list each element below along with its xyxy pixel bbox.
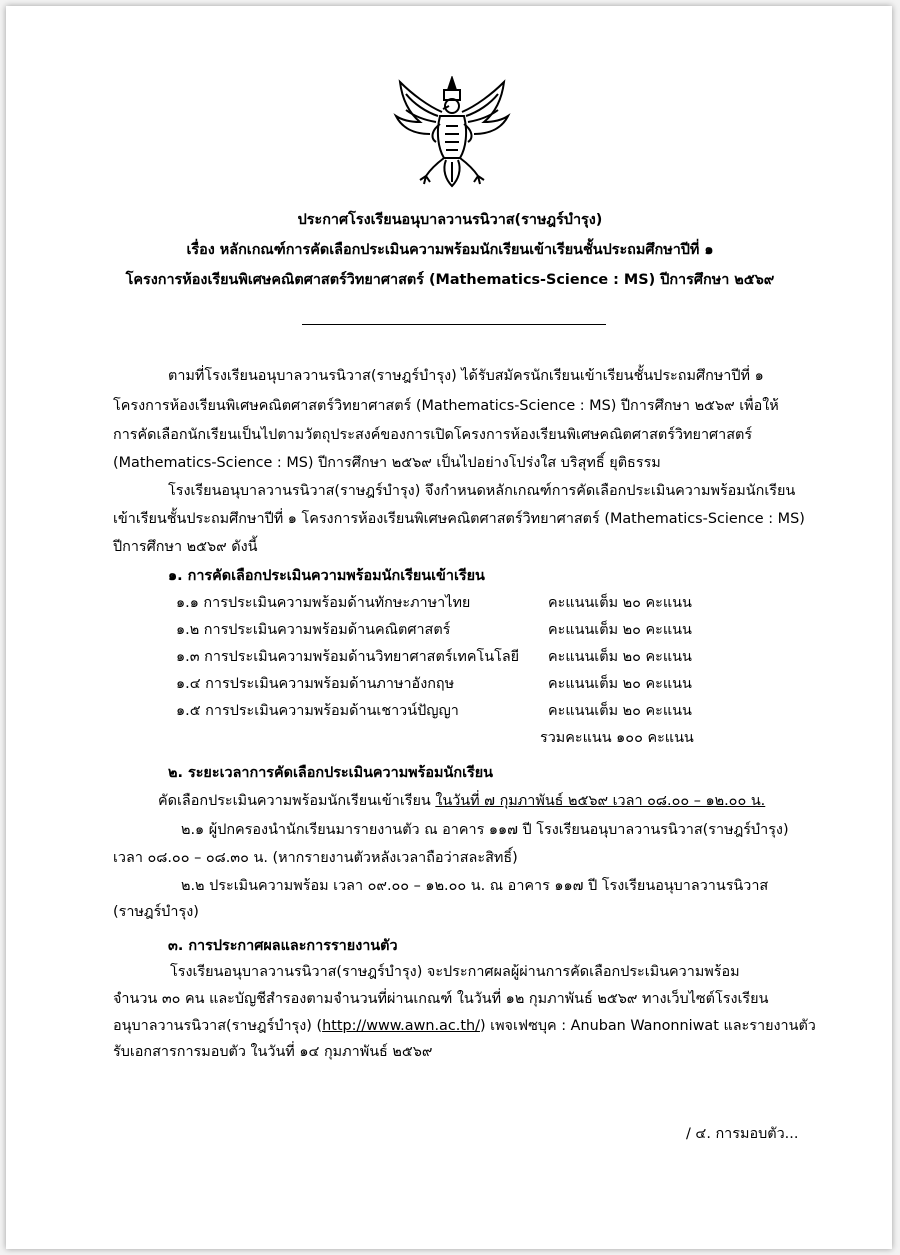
section2-heading: ๒. ระยะเวลาการคัดเลือกประเมินความพร้อมนักเรียน: [168, 765, 493, 781]
criteria-label: ๑.๑ การประเมินความพร้อมด้านทักษะภาษาไทย: [176, 595, 471, 611]
criteria-score: คะแนนเต็ม ๒๐ คะแนน: [548, 649, 692, 665]
criteria-score: คะแนนเต็ม ๒๐ คะแนน: [548, 703, 692, 719]
criteria-score: คะแนนเต็ม ๒๐ คะแนน: [548, 622, 692, 638]
intro-line: โรงเรียนอนุบาลวานรนิวาส(ราษฎร์บำรุง) จึงกำหนดหลักเกณฑ์การคัดเลือกประเมินความพร้อมนักเรียน: [168, 483, 796, 499]
result-line: [113, 1016, 816, 1036]
schedule-item: (ราษฎร์บำรุง): [113, 904, 199, 920]
criteria-label: ๑.๓ การประเมินความพร้อมด้านวิทยาศาสตร์เทคโนโลยี: [176, 649, 520, 665]
criteria-total: รวมคะแนน ๑๐๐ คะแนน: [540, 730, 694, 746]
result-line: โรงเรียนอนุบาลวานรนิวาส(ราษฎร์บำรุง) จะประกาศผลผู้ผ่านการคัดเลือกประเมินความพร้อม: [170, 964, 740, 980]
criteria-score: คะแนนเต็ม ๒๐ คะแนน: [548, 676, 692, 692]
intro-line: (Mathematics-Science : MS) ปีการศึกษา ๒๕๖๙ เป็นไปอย่างโปร่งใส บริสุทธิ์ ยุติธรรม: [113, 455, 661, 471]
title-divider: [302, 324, 606, 325]
intro-line: การคัดเลือกนักเรียนเป็นไปตามวัตถุประสงค์ของการเปิดโครงการห้องเรียนพิเศษคณิตศาสตร์วิทยาศาสตร์: [113, 427, 753, 443]
criteria-label: ๑.๒ การประเมินความพร้อมด้านคณิตศาสตร์: [176, 622, 451, 638]
criteria-label: ๑.๕ การประเมินความพร้อมด้านเชาวน์ปัญญา: [176, 703, 459, 719]
result-text: ) เพจเฟซบุค : Anuban Wanonniwat และรายงานตัว: [479, 1018, 816, 1034]
school-website-link[interactable]: http://www.awn.ac.th/: [322, 1018, 480, 1034]
announcement-project: โครงการห้องเรียนพิเศษคณิตศาสตร์วิทยาศาสตร์ (Mathematics-Science : MS) ปีการศึกษา ๒๕๖๙: [125, 272, 775, 288]
intro-line: เข้าเรียนชั้นประถมศึกษาปีที่ ๑ โครงการห้องเรียนพิเศษคณิตศาสตร์วิทยาศาสตร์ (Mathematics-Science : MS): [113, 511, 805, 527]
garuda-emblem-icon: [392, 76, 512, 188]
schedule-text: คัดเลือกประเมินความพร้อมนักเรียนเข้าเรียน: [158, 793, 436, 809]
intro-line: ปีการศึกษา ๒๕๖๙ ดังนี้: [113, 539, 258, 555]
schedule-line: [158, 791, 765, 811]
next-page-marker: / ๔. การมอบตัว...: [686, 1126, 799, 1142]
criteria-label: ๑.๔ การประเมินความพร้อมด้านภาษาอังกฤษ: [176, 676, 455, 692]
criteria-score: คะแนนเต็ม ๒๐ คะแนน: [548, 595, 692, 611]
intro-line: โครงการห้องเรียนพิเศษคณิตศาสตร์วิทยาศาสตร์ (Mathematics-Science : MS) ปีการศึกษา ๒๕๖๙ เพื่อให้: [113, 398, 779, 414]
announcement-title: ประกาศโรงเรียนอนุบาลวานรนิวาส(ราษฎร์บำรุง): [297, 212, 603, 228]
result-line: รับเอกสารการมอบตัว ในวันที่ ๑๔ กุมภาพันธ์ ๒๕๖๙: [113, 1044, 433, 1060]
section1-heading: ๑. การคัดเลือกประเมินความพร้อมนักเรียนเข้าเรียน: [168, 568, 485, 584]
schedule-item: ๒.๒ ประเมินความพร้อม เวลา ๐๙.๐๐ – ๑๒.๐๐ น. ณ อาคาร ๑๑๗ ปี โรงเรียนอนุบาลวานรนิวาส: [181, 878, 769, 894]
announcement-subject: เรื่อง หลักเกณฑ์การคัดเลือกประเมินความพร้อมนักเรียนเข้าเรียนชั้นประถมศึกษาปีที่ ๑: [186, 242, 714, 258]
schedule-item: ๒.๑ ผู้ปกครองนำนักเรียนมารายงานตัว ณ อาคาร ๑๑๗ ปี โรงเรียนอนุบาลวานรนิวาส(ราษฎร์บำรุง): [181, 822, 789, 838]
schedule-date: ในวันที่ ๗ กุมภาพันธ์ ๒๕๖๙ เวลา ๐๘.๐๐ – ๑๒.๐๐ น.: [435, 793, 766, 809]
intro-line: ตามที่โรงเรียนอนุบาลวานรนิวาส(ราษฎร์บำรุง) ได้รับสมัครนักเรียนเข้าเรียนชั้นประถมศึกษาปีที่ ๑: [168, 368, 764, 384]
section3-heading: ๓. การประกาศผลและการรายงานตัว: [168, 938, 398, 954]
schedule-item: เวลา ๐๘.๐๐ – ๐๘.๓๐ น. (หากรายงานตัวหลังเวลาถือว่าสละสิทธิ์): [113, 850, 518, 866]
result-line: จำนวน ๓๐ คน และบัญชีสำรองตามจำนวนที่ผ่านเกณฑ์ ในวันที่ ๑๒ กุมภาพันธ์ ๒๕๖๙ ทางเว็บไซต์โรงเรียน: [113, 991, 769, 1007]
result-text: อนุบาลวานรนิวาส(ราษฎร์บำรุง) (: [113, 1018, 323, 1034]
